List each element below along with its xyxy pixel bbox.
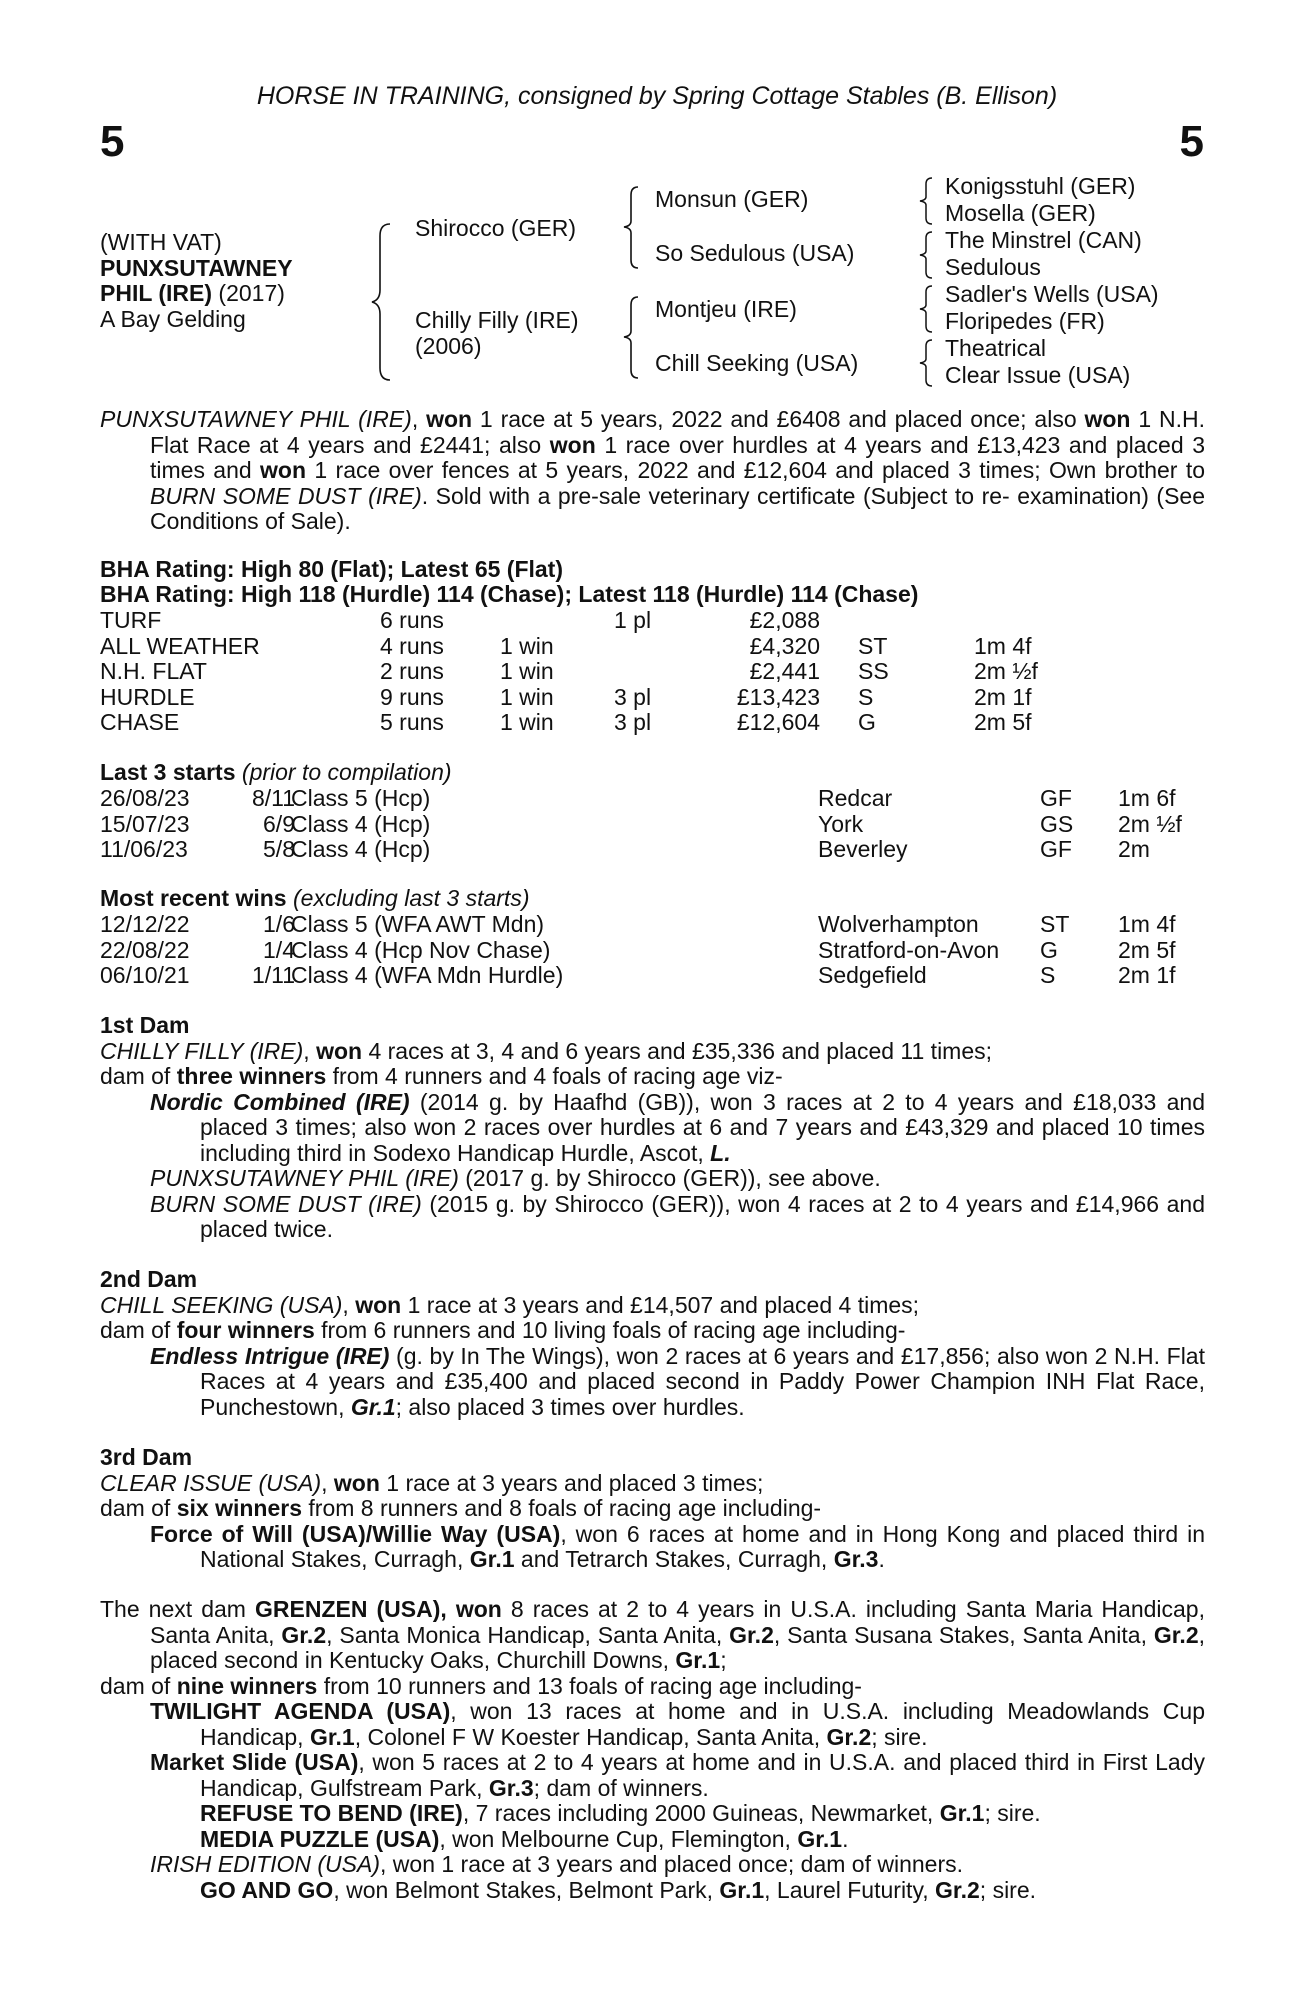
section-note: (prior to compilation) xyxy=(235,759,452,785)
record-type: N.H. FLAT xyxy=(100,658,207,684)
pedigree-brace-g3-2 xyxy=(917,230,937,280)
dam-won: won xyxy=(333,1469,380,1496)
race-grade: Gr.2 xyxy=(1153,1621,1199,1648)
pedigree-gen2-item: Montjeu (IRE) xyxy=(655,296,797,322)
win-class: Class 4 (WFA Mdn Hurdle) xyxy=(291,962,564,988)
horse-year: (2017) xyxy=(218,280,285,306)
record-row xyxy=(100,634,1200,660)
win-date: 06/10/21 xyxy=(100,962,190,988)
dam-text: dam of xyxy=(100,1672,177,1699)
race-record-table xyxy=(100,608,1200,736)
progeny-text: . xyxy=(842,1825,849,1852)
section-title: Most recent wins xyxy=(100,885,287,911)
lot-number-left: 5 xyxy=(100,117,125,166)
win-class: Class 4 (Hcp Nov Chase) xyxy=(291,936,551,963)
pedigree-dam: Chilly Filly (IRE) xyxy=(415,307,579,333)
vat-note: (WITH VAT) xyxy=(100,229,222,255)
progeny-name: Force of Will (USA)/Willie Way (USA) xyxy=(150,1520,561,1547)
dam-text: dam of xyxy=(100,1495,177,1521)
start-position: 5/8 xyxy=(263,836,295,862)
summary-text: 1 race over hurdles at 4 years and £13,423 and placed 3 times and xyxy=(150,431,1205,483)
horse-name-line1: PUNXSUTAWNEY xyxy=(100,254,293,281)
pedigree-brace-dam xyxy=(622,295,642,380)
summary-won: won xyxy=(260,457,307,483)
progeny-text: , won 13 races at home and in U.S.A. including Meadowlands Cup Handicap, xyxy=(200,1698,1205,1750)
record-type: ALL WEATHER xyxy=(100,632,260,659)
progeny-name: Endless Intrigue (IRE) xyxy=(150,1342,390,1369)
race-grade: Gr.1 xyxy=(939,1800,985,1826)
record-row xyxy=(100,659,1200,685)
progeny-text: ; sire. xyxy=(979,1876,1037,1903)
summary-horse: PUNXSUTAWNEY PHIL (IRE) xyxy=(100,406,412,432)
recent-wins-table xyxy=(100,912,1200,989)
start-row xyxy=(100,812,1200,838)
start-course: York xyxy=(818,810,864,837)
record-runs: 5 runs xyxy=(380,709,444,735)
progeny-name: BURN SOME DUST (IRE) xyxy=(150,1190,422,1217)
dam-name: CHILL SEEKING (USA) xyxy=(100,1291,343,1318)
start-going: GF xyxy=(1040,785,1072,811)
dam-text: , xyxy=(342,1291,356,1318)
pedigree-gen3-item: Sedulous xyxy=(945,254,1041,280)
pedigree-gen3-item: Clear Issue (USA) xyxy=(945,362,1131,388)
progeny-text: , won 1 race at 3 years and placed once; dam of winners. xyxy=(380,1851,964,1877)
bha-rating-flat: BHA Rating: High 80 (Flat); Latest 65 (Flat) xyxy=(100,556,563,582)
pedigree-brace-main xyxy=(370,222,394,382)
dam-winners: six winners xyxy=(176,1495,302,1521)
record-type: TURF xyxy=(100,607,162,633)
win-distance: 1m 4f xyxy=(1118,911,1176,937)
start-class: Class 4 (Hcp) xyxy=(291,836,431,862)
dam-text: 1 race at 3 years and £14,507 and placed 4 times; xyxy=(401,1291,920,1318)
win-course: Sedgefield xyxy=(818,962,927,988)
record-wins: 1 win xyxy=(500,683,554,710)
progeny-text: (2017 g. by Shirocco (GER)), see above. xyxy=(458,1165,881,1191)
horse-identity xyxy=(100,230,360,332)
race-grade: Gr.1 xyxy=(797,1825,843,1852)
summary-text: . Sold with a pre-sale veterinary certificate (Subject to re- examination) (See Conditions of Sale). xyxy=(150,482,1205,534)
dam-text: dam of xyxy=(100,1317,177,1343)
record-prize: £2,088 xyxy=(749,607,820,633)
progeny-text: , Laurel Futurity, xyxy=(764,1876,936,1903)
progeny-text: . xyxy=(878,1546,885,1572)
section-title: Last 3 starts xyxy=(100,759,236,785)
progeny-name: Nordic Combined (IRE) xyxy=(150,1088,410,1115)
pedigree-gen3-item: The Minstrel (CAN) xyxy=(945,227,1142,253)
win-row xyxy=(100,912,1200,938)
record-going: ST xyxy=(858,632,888,659)
record-wins: 1 win xyxy=(500,709,554,735)
dam-won: won xyxy=(355,1291,402,1318)
pedigree-brace-sire xyxy=(622,185,642,270)
start-distance: 2m xyxy=(1118,836,1150,862)
pedigree-gen3-item: Sadler's Wells (USA) xyxy=(945,281,1159,307)
start-going: GF xyxy=(1040,836,1072,862)
race-grade: Gr.1 xyxy=(469,1546,515,1572)
record-prize: £4,320 xyxy=(749,632,820,659)
dam-name: CLEAR ISSUE (USA) xyxy=(100,1469,322,1496)
win-course: Stratford-on-Avon xyxy=(818,936,1000,963)
summary-won: won xyxy=(426,406,473,432)
race-grade: Gr.2 xyxy=(729,1621,774,1648)
record-runs: 4 runs xyxy=(380,632,444,659)
record-placed: 3 pl xyxy=(614,709,652,735)
dam-text: from 6 runners and 10 living foals of racing age including- xyxy=(314,1317,906,1343)
progeny-text: ; also placed 3 times over hurdles. xyxy=(395,1393,745,1420)
dam-text: 4 races at 3, 4 and 6 years and £35,336 and placed 11 times; xyxy=(362,1037,993,1064)
first-dam-section xyxy=(100,1013,1205,1243)
progeny-name: PUNXSUTAWNEY PHIL (IRE) xyxy=(150,1165,459,1191)
dam-text: from 8 runners and 8 foals of racing age including- xyxy=(302,1495,822,1521)
pedigree-brace-g3-1 xyxy=(917,176,937,226)
start-date: 15/07/23 xyxy=(100,810,190,837)
catalogue-header: HORSE IN TRAINING, consigned by Spring Cottage Stables (B. Ellison) xyxy=(256,82,1058,110)
recent-wins-heading xyxy=(100,886,529,912)
progeny-text: ; sire. xyxy=(984,1800,1041,1826)
dam-text: dam of xyxy=(100,1063,177,1089)
dam-text: ; xyxy=(720,1647,727,1673)
progeny-text: , won 6 races at home and in Hong Kong and placed third in National Stakes, Curragh, xyxy=(200,1520,1205,1572)
summary-sibling: BURN SOME DUST (IRE) xyxy=(150,482,422,509)
summary-won: won xyxy=(549,431,596,458)
bha-rating-jumps: BHA Rating: High 118 (Hurdle) 114 (Chase); Latest 118 (Hurdle) 114 (Chase) xyxy=(100,581,919,607)
win-position: 1/11 xyxy=(251,962,295,988)
record-prize: £12,604 xyxy=(736,709,820,735)
start-date: 26/08/23 xyxy=(100,785,190,811)
dam-winners: nine winners xyxy=(176,1672,318,1699)
start-date: 11/06/23 xyxy=(100,836,188,862)
start-distance: 2m ½f xyxy=(1118,810,1182,837)
start-position: 6/9 xyxy=(263,810,295,837)
win-date: 22/08/22 xyxy=(100,936,190,963)
start-row xyxy=(100,837,1200,863)
race-grade: Gr.1 xyxy=(350,1393,396,1420)
dam-name: CHILLY FILLY (IRE) xyxy=(100,1037,304,1064)
progeny-text: (2014 g. by Haafhd (GB)), won 3 races at 2 to 4 years and £18,033 and placed 3 times; also won 2 races over hurdles at 6 and 7 years and £43,329 and placed 10 times including third in Sodexo Handicap Hurdle, Ascot, xyxy=(200,1088,1205,1166)
record-going: S xyxy=(858,683,874,710)
progeny-name: MEDIA PUZZLE (USA) xyxy=(200,1825,440,1852)
progeny-name: REFUSE TO BEND (IRE) xyxy=(200,1800,463,1826)
win-position: 1/6 xyxy=(263,911,295,937)
horse-name-line2: PHIL (IRE) xyxy=(100,280,213,306)
record-runs: 6 runs xyxy=(380,607,444,633)
record-distance: 2m ½f xyxy=(974,658,1038,684)
pedigree-gen3-item: Theatrical xyxy=(945,335,1046,361)
win-going: G xyxy=(1040,936,1058,963)
dam-text: from 4 runners and 4 foals of racing age viz- xyxy=(326,1063,783,1089)
start-class: Class 4 (Hcp) xyxy=(291,810,431,837)
progeny-text: ; dam of winners. xyxy=(533,1774,709,1801)
dam-text: , Santa Monica Handicap, Santa Anita, xyxy=(326,1621,730,1648)
progeny-text: , Colonel F W Koester Handicap, Santa Anita, xyxy=(354,1723,827,1750)
record-distance: 1m 4f xyxy=(974,632,1032,659)
progeny-text: ; sire. xyxy=(871,1723,928,1750)
record-prize: £13,423 xyxy=(736,683,820,710)
horse-description: A Bay Gelding xyxy=(100,305,246,332)
start-course: Beverley xyxy=(818,836,908,862)
record-runs: 9 runs xyxy=(380,683,444,710)
dam-text: , xyxy=(303,1037,317,1064)
progeny-text: and Tetrarch Stakes, Curragh, xyxy=(514,1546,834,1572)
win-position: 1/4 xyxy=(263,936,295,963)
record-type: CHASE xyxy=(100,709,180,735)
progeny-text: (2015 g. by Shirocco (GER)), won 4 races at 2 to 4 years and £14,966 and placed twice. xyxy=(200,1190,1205,1242)
pedigree-gen3-item: Konigsstuhl (GER) xyxy=(945,173,1136,199)
second-dam-section xyxy=(100,1267,1205,1420)
pedigree-gen2-item: Monsun (GER) xyxy=(655,186,809,212)
race-grade: L. xyxy=(710,1139,731,1166)
third-dam-section xyxy=(100,1445,1205,1573)
record-placed: 1 pl xyxy=(614,607,652,633)
pedigree-sire: Shirocco (GER) xyxy=(415,215,577,241)
summary-text: 1 race over fences at 5 years, 2022 and £12,604 and placed 3 times; Own brother to xyxy=(306,457,1206,483)
pedigree-gen3-item: Floripedes (FR) xyxy=(945,308,1105,334)
pedigree-gen2-item: Chill Seeking (USA) xyxy=(655,350,859,376)
win-row xyxy=(100,963,1200,989)
progeny-name: Market Slide (USA) xyxy=(150,1749,359,1775)
section-title: 3rd Dam xyxy=(100,1444,193,1470)
race-grade: Gr.1 xyxy=(719,1876,765,1903)
dam-text: The next dam xyxy=(100,1596,255,1622)
pedigree-gen3-item: Mosella (GER) xyxy=(945,200,1096,226)
record-wins: 1 win xyxy=(500,658,554,684)
race-grade: Gr.3 xyxy=(833,1546,879,1572)
record-distance: 2m 5f xyxy=(974,709,1032,735)
dam-text: , xyxy=(321,1469,334,1496)
race-grade: Gr.2 xyxy=(826,1723,872,1750)
start-class: Class 5 (Hcp) xyxy=(291,785,431,811)
start-distance: 1m 6f xyxy=(1118,785,1176,811)
dam-text: from 10 runners and 13 foals of racing age including- xyxy=(317,1672,862,1699)
start-row xyxy=(100,786,1200,812)
progeny-text: , won Melbourne Cup, Flemington, xyxy=(439,1825,798,1852)
record-type: HURDLE xyxy=(100,683,195,710)
progeny-text: , 7 races including 2000 Guineas, Newmarket, xyxy=(462,1800,940,1826)
pedigree-dam-year: (2006) xyxy=(415,333,482,359)
record-going: G xyxy=(858,709,876,735)
record-runs: 2 runs xyxy=(380,658,444,684)
dam-text: 8 races at 2 to 4 years in U.S.A. including Santa Maria Handicap, Santa Anita, xyxy=(150,1596,1205,1648)
pedigree-brace-g3-3 xyxy=(917,284,937,334)
summary-text: 1 N.H. Flat Race at 4 years and £2441; also xyxy=(150,406,1205,458)
record-distance: 2m 1f xyxy=(974,683,1032,710)
race-grade: Gr.2 xyxy=(281,1621,327,1648)
last-starts-heading xyxy=(100,760,452,786)
last-starts-table xyxy=(100,786,1200,863)
race-summary xyxy=(100,407,1205,535)
next-dam-section xyxy=(100,1597,1205,1903)
start-going: GS xyxy=(1040,810,1074,837)
race-grade: Gr.1 xyxy=(675,1647,721,1673)
record-row xyxy=(100,685,1200,711)
record-going: SS xyxy=(858,658,889,684)
win-course: Wolverhampton xyxy=(818,911,979,937)
progeny-text: , won Belmont Stakes, Belmont Park, xyxy=(333,1876,720,1903)
race-grade: Gr.2 xyxy=(935,1876,980,1903)
summary-text: , xyxy=(411,406,427,432)
record-wins: 1 win xyxy=(500,632,554,659)
progeny-name: TWILIGHT AGENDA (USA) xyxy=(150,1698,451,1724)
win-class: Class 5 (WFA AWT Mdn) xyxy=(291,911,545,937)
dam-won: won xyxy=(316,1037,363,1064)
start-position: 8/11 xyxy=(251,785,295,811)
record-placed: 3 pl xyxy=(614,683,652,710)
win-distance: 2m 1f xyxy=(1118,962,1176,988)
record-row xyxy=(100,710,1200,736)
progeny-text: , won 5 races at 2 to 4 years at home and in U.S.A. and placed third in First Lady Handicap, Gulfstream Park, xyxy=(200,1749,1205,1801)
race-grade: Gr.3 xyxy=(488,1774,534,1801)
pedigree-brace-g3-4 xyxy=(917,338,937,388)
dam-name: GRENZEN (USA) xyxy=(255,1596,441,1622)
record-prize: £2,441 xyxy=(749,658,820,684)
section-note: (excluding last 3 starts) xyxy=(286,885,530,911)
win-row xyxy=(100,938,1200,964)
win-going: S xyxy=(1040,962,1056,988)
summary-text: 1 race at 5 years, 2022 and £6408 and placed once; also xyxy=(472,406,1085,432)
dam-won: , won xyxy=(440,1596,502,1622)
record-row xyxy=(100,608,1200,634)
progeny-name: GO AND GO xyxy=(200,1876,334,1903)
progeny-text: (g. by In The Wings), won 2 races at 6 years and £17,856; also won 2 N.H. Flat Races at 4 years and £35,400 and placed second in Paddy Power Champion INH Flat Race, Punchestown, xyxy=(200,1342,1205,1420)
pedigree-gen2-item: So Sedulous (USA) xyxy=(655,240,855,266)
section-title: 2nd Dam xyxy=(100,1266,198,1292)
win-date: 12/12/22 xyxy=(100,911,190,937)
dam-text: , Santa Susana Stakes, Santa Anita, xyxy=(773,1621,1154,1648)
dam-text: 1 race at 3 years and placed 3 times; xyxy=(379,1469,764,1496)
dam-winners: four winners xyxy=(176,1317,315,1343)
dam-winners: three winners xyxy=(176,1063,327,1089)
lot-number-right: 5 xyxy=(1179,117,1204,166)
progeny-name: IRISH EDITION (USA) xyxy=(150,1851,381,1877)
section-title: 1st Dam xyxy=(100,1012,190,1038)
win-distance: 2m 5f xyxy=(1118,936,1176,963)
summary-won: won xyxy=(1084,406,1131,432)
start-course: Redcar xyxy=(818,785,893,811)
win-going: ST xyxy=(1040,911,1070,937)
race-grade: Gr.1 xyxy=(309,1723,355,1750)
dam-text: , placed second in Kentucky Oaks, Churchill Downs, xyxy=(150,1621,1206,1673)
